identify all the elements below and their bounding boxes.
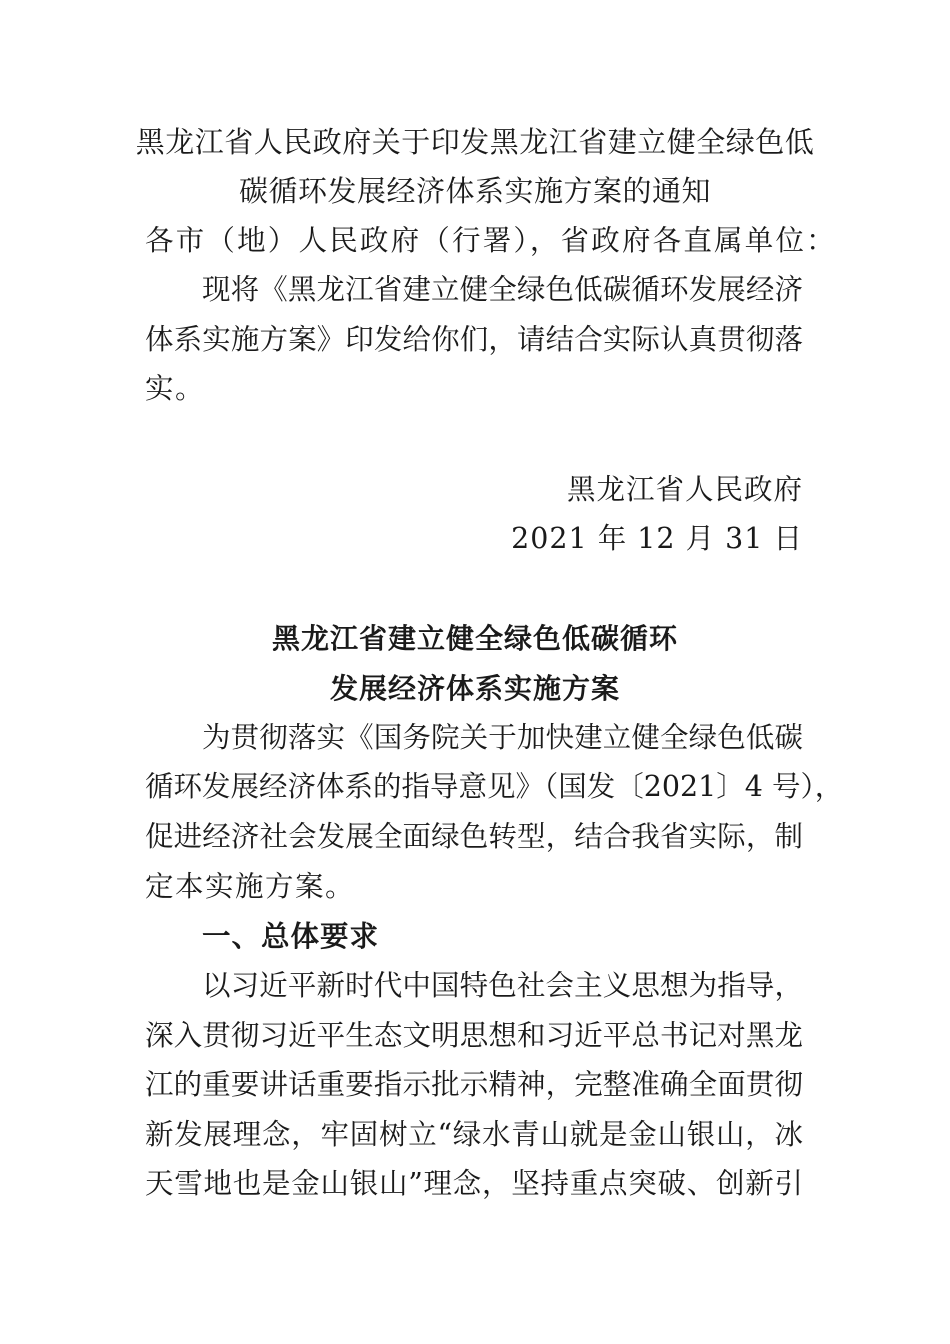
notice-title-line2: 碳循环发展经济体系实施方案的通知 xyxy=(238,174,711,208)
section-body-line: 天雪地也是金山银山”理念，坚持重点突破、创新引 xyxy=(145,1167,803,1200)
section-body-line: 以习近平新时代中国特色社会主义思想为指导， xyxy=(202,969,803,1002)
notice-date: 2021 年 12 月 31 日 xyxy=(511,522,803,555)
plan-intro-line: 定本实施方案。 xyxy=(145,870,356,903)
plan-title-line2: 发展经济体系实施方案 xyxy=(329,672,620,705)
notice-body-line: 体系实施方案》印发给你们，请结合实际认真贯彻落 xyxy=(145,323,803,356)
section-body-line: 新发展理念，牢固树立“绿水青山就是金山银山，冰 xyxy=(145,1118,803,1151)
plan-intro-line: 循环发展经济体系的指导意见》（国发〔2021〕4 号）， xyxy=(145,770,844,803)
section-body-line: 江的重要讲话重要指示批示精神，完整准确全面贯彻 xyxy=(145,1068,803,1101)
section-heading: 一、总体要求 xyxy=(202,920,380,953)
plan-title-line1: 黑龙江省建立健全绿色低碳循环 xyxy=(271,622,678,655)
plan-intro-line: 为贯彻落实《国务院关于加快建立健全绿色低碳 xyxy=(202,721,803,754)
notice-body-line: 现将《黑龙江省建立健全绿色低碳循环发展经济 xyxy=(202,273,803,306)
plan-intro-line: 促进经济社会发展全面绿色转型，结合我省实际，制 xyxy=(145,820,803,853)
notice-signature: 黑龙江省人民政府 xyxy=(566,473,803,506)
notice-recipients: 各市（地）人民政府（行署），省政府各直属单位： xyxy=(145,224,837,257)
notice-title-line1: 黑龙江省人民政府关于印发黑龙江省建立健全绿色低 xyxy=(135,125,815,159)
section-body-line: 深入贯彻习近平生态文明思想和习近平总书记对黑龙 xyxy=(145,1019,803,1052)
notice-body-line: 实。 xyxy=(145,372,206,405)
